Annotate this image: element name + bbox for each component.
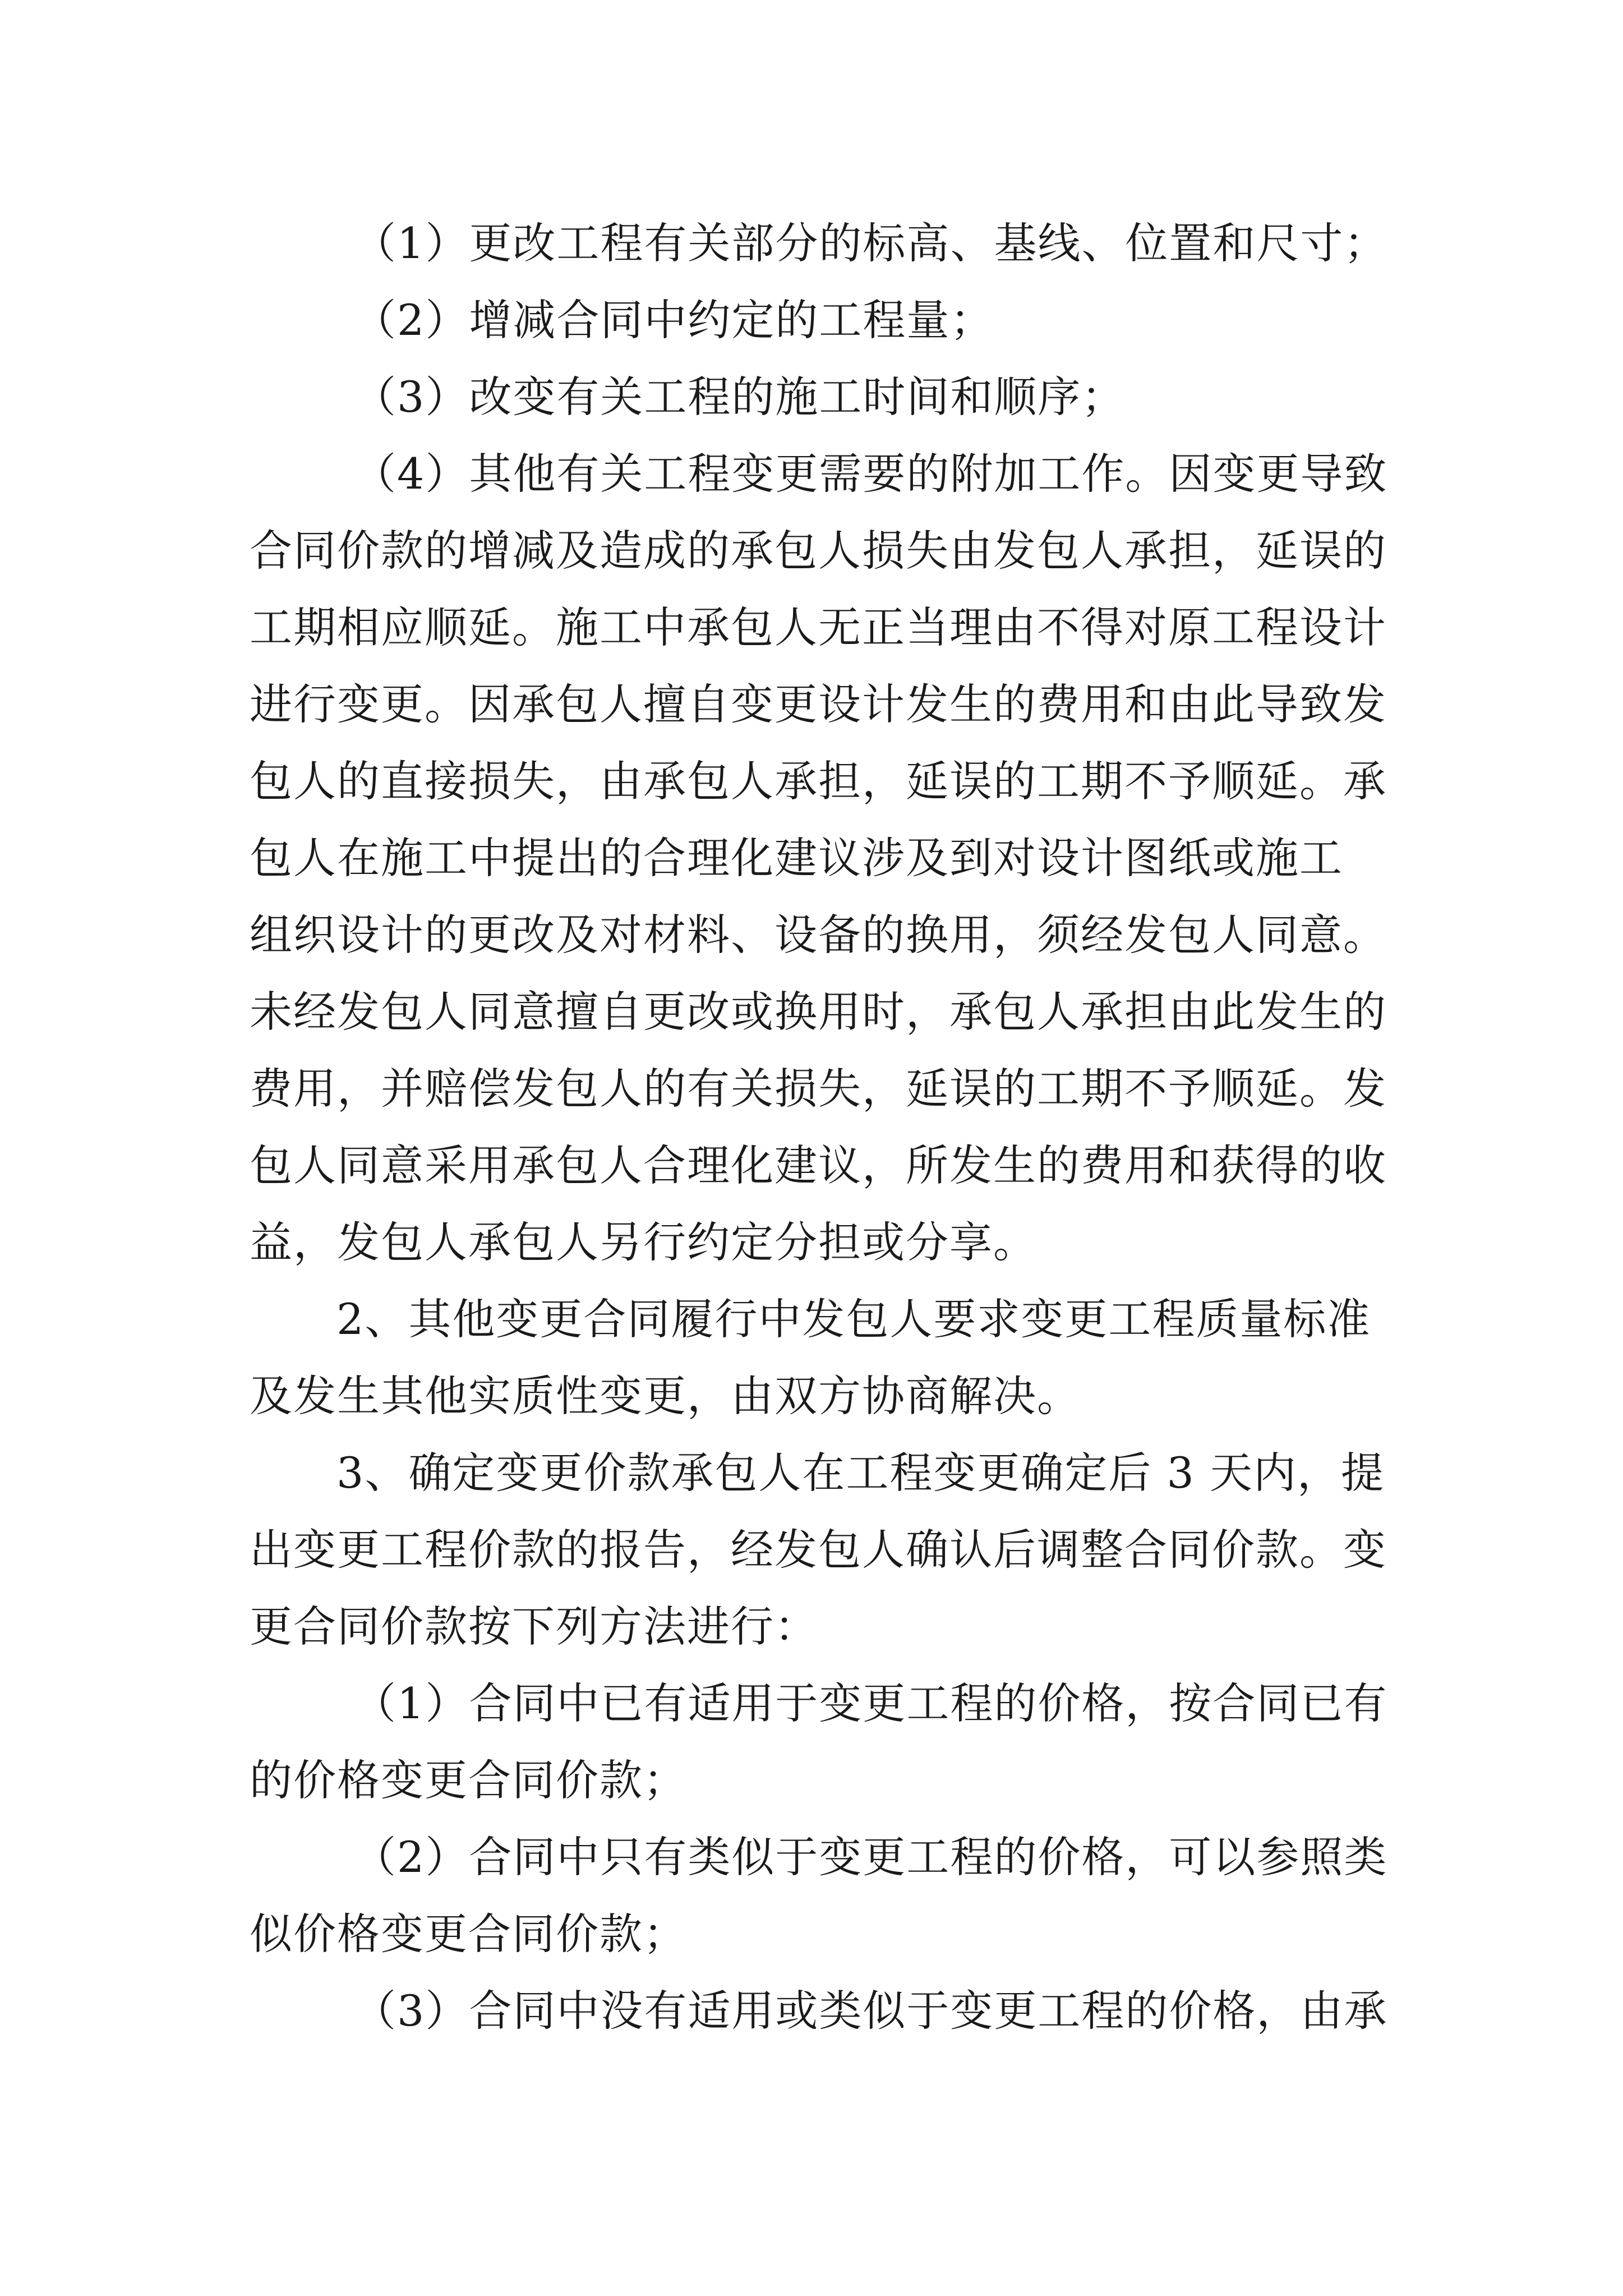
paragraph-line: （1）更改工程有关部分的标高、基线、位置和尺寸；: [353, 218, 1388, 268]
paragraph-line: （2）增减合同中约定的工程量；: [353, 295, 994, 345]
paragraph-line: 组织设计的更改及对材料、设备的换用，须经发包人同意。: [250, 910, 1387, 960]
paragraph-line: （3）改变有关工程的施工时间和顺序；: [353, 372, 1126, 422]
paragraph-line: （2）合同中只有类似于变更工程的价格，可以参照类: [353, 1832, 1388, 1882]
paragraph-line: 包人同意采用承包人合理化建议，所发生的费用和获得的收: [250, 1140, 1387, 1190]
paragraph-line: （3）合同中没有适用或类似于变更工程的价格，由承: [353, 1986, 1388, 2036]
paragraph-line: 包人的直接损失，由承包人承担，延误的工期不予顺延。承: [250, 756, 1387, 806]
paragraph-line: 似价格变更合同价款；: [250, 1909, 687, 1959]
paragraph-line: （4）其他有关工程变更需要的附加工作。因变更导致: [353, 449, 1388, 499]
paragraph-line: 未经发包人同意擅自更改或换用时，承包人承担由此发生的: [250, 987, 1387, 1037]
paragraph-line: 包人在施工中提出的合理化建议涉及到对设计图纸或施工: [250, 833, 1343, 883]
paragraph-line: 工期相应顺延。施工中承包人无正当理由不得对原工程设计: [250, 602, 1387, 652]
paragraph-line: 的价格变更合同价款；: [250, 1755, 687, 1805]
paragraph-line: （1）合同中已有适用于变更工程的价格，按合同已有: [353, 1678, 1388, 1728]
paragraph-line: 益，发包人承包人另行约定分担或分享。: [250, 1217, 1037, 1267]
paragraph-line: 合同价款的增减及造成的承包人损失由发包人承担，延误的: [250, 526, 1387, 576]
paragraph-line: 出变更工程价款的报告，经发包人确认后调整合同价款。变: [250, 1525, 1387, 1575]
document-body: [250, 205, 1394, 2049]
paragraph-line: 2、其他变更合同履行中发包人要求变更工程质量标准: [336, 1294, 1371, 1344]
paragraph-line: 更合同价款按下列方法进行：: [250, 1602, 818, 1651]
paragraph-line: 进行变更。因承包人擅自变更设计发生的费用和由此导致发: [250, 679, 1387, 729]
paragraph-line: 及发生其他实质性变更，由双方协商解决。: [250, 1371, 1081, 1421]
paragraph-line: 3、确定变更价款承包人在工程变更确定后 3 天内，提: [336, 1448, 1385, 1498]
paragraph-line: 费用，并赔偿发包人的有关损失，延误的工期不予顺延。发: [250, 1064, 1387, 1114]
